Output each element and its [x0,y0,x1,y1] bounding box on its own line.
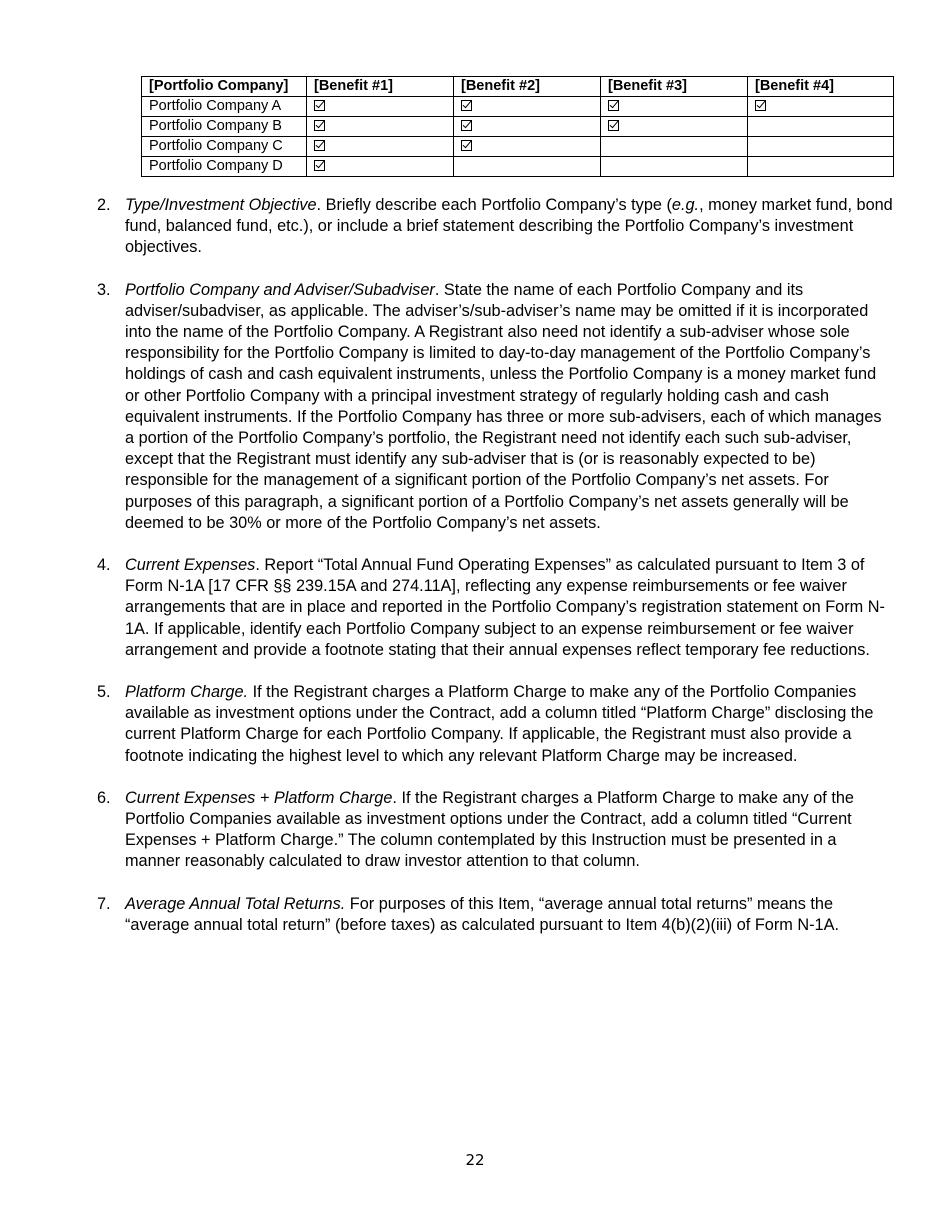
checkbox-checked-icon [608,100,619,111]
benefit-cell [454,157,601,177]
eg-abbreviation: e.g. [671,196,700,214]
header-portfolio-company: [Portfolio Company] [142,77,307,97]
table-row [142,157,894,177]
instruction-number: 3. [97,280,111,299]
portfolio-company-name: Portfolio Company C [142,137,307,157]
instruction-text: If the Registrant charges a Platform Charge to make any of the Portfolio Companies available as investment options under the Contract, add a column titled “Platform Charge” disclosing the current Platform Charge for each Portfolio Company. If applicable, the Registrant must also provide a footnote indicating the highest level to which any relevant Platform Charge may be increased. [125,683,874,765]
benefit-cell [748,157,894,177]
instruction-item [0,555,895,661]
instruction-heading: Portfolio Company and Adviser/Subadviser [125,280,435,299]
instruction-heading: Type/Investment Objective [125,196,317,214]
instruction-text: . If the Registrant charges a Platform Charge to make any of the Portfolio Companies available as investment options under the Contract, add a column titled “Current Expenses + Platform Charge.” The column contemplated by this Instruction must be presented in a manner reasonably calculated to draw investor attention to that column. [125,788,854,871]
header-benefit-1: [Benefit #1] [307,77,454,97]
table-row [142,97,894,117]
checkbox-checked-icon [461,100,472,111]
benefit-cell [601,97,748,117]
instruction-number: 6. [97,788,111,807]
checkbox-checked-icon [755,100,766,111]
benefit-cell [307,137,454,157]
instruction-text: . Report “Total Annual Fund Operating Expenses” as calculated pursuant to Item 3 of Form N-1A [17 CFR §§ 239.15A and 274.11A], reflecting any expense reimbursements or fee waiver arrangements that are in place and reported in the Portfolio Company’s registration statement on Form N-1A. If applicable, identify each Portfolio Company subject to an expense reimbursement or fee waiver arrangement and provide a footnote stating that their annual expenses reflect temporary fee reductions. [125,556,885,659]
instruction-item [0,280,895,534]
benefit-cell [748,117,894,137]
instruction-item [0,682,895,767]
instruction-number: 4. [97,556,111,575]
instruction-heading: Current Expenses + Platform Charge [125,788,393,807]
instruction-heading: Current Expenses [125,556,256,575]
benefits-table [141,76,894,177]
instruction-item [0,195,895,259]
instruction-text: . Briefly describe each Portfolio Company’s type ( [316,196,672,214]
checkbox-checked-icon [314,120,325,131]
benefit-cell [748,97,894,117]
instruction-heading: Average Annual Total Returns. [125,894,346,913]
benefit-cell [454,97,601,117]
table-row [142,117,894,137]
benefit-cell [307,117,454,137]
checkbox-checked-icon [314,100,325,111]
portfolio-company-name: Portfolio Company B [142,117,307,137]
benefit-cell [454,117,601,137]
instruction-number: 2. [97,196,111,214]
instruction-number: 7. [97,894,111,913]
benefit-cell [307,157,454,177]
portfolio-company-name: Portfolio Company D [142,157,307,177]
table-header-row [142,77,894,97]
checkbox-checked-icon [461,140,472,151]
header-benefit-3: [Benefit #3] [601,77,748,97]
instruction-list [0,195,950,957]
benefit-cell [307,97,454,117]
page-number: 22 [465,1151,485,1169]
instruction-text: . State the name of each Portfolio Company and its adviser/subadviser, as applicable. The adviser’s/sub-adviser’s name may be omitted if it is incorporated into the name of the Portfolio Company. A Registrant also need not identify a sub-adviser whose sole responsibility for the Portfolio Company is limited to day-to-day management of the Portfolio Company’s holdings of cash and cash equivalent instruments, unless the Portfolio Company is a money market fund or other Portfolio Company with a principal investment strategy of regularly holding cash and cash equivalent instruments. If the Portfolio Company has three or more sub-advisers, each of which manages a portion of the Portfolio Company’s portfolio, the Registrant need not identify each such sub-adviser, except that the Registrant must identify any sub-adviser that is (or is reasonably expected to be) responsible for the management of a significant portion of the Portfolio Company’s net assets. For purposes of this paragraph, a significant portion of a Portfolio Company’s net assets generally will be deemed to be 30% or more of the Portfolio Company’s net assets. [125,280,882,532]
checkbox-checked-icon [314,160,325,171]
instruction-heading: Platform Charge. [125,683,249,702]
portfolio-company-name: Portfolio Company A [142,97,307,117]
checkbox-checked-icon [314,140,325,151]
table-row [142,137,894,157]
instruction-text: , money market fund, bond fund, balanced fund, etc.), or include a brief statement describing the Portfolio Company’s investment objectives. [125,196,893,257]
instruction-text: For purposes of this Item, “average annual total returns” means the “average annual total return” (before taxes) as calculated pursuant to Item 4(b)(2)(iii) of Form N-1A. [125,894,839,934]
benefit-cell [454,137,601,157]
checkbox-checked-icon [461,120,472,131]
header-benefit-2: [Benefit #2] [454,77,601,97]
header-benefit-4: [Benefit #4] [748,77,894,97]
instruction-item [0,788,895,873]
instruction-item [0,894,895,936]
benefit-cell [601,137,748,157]
benefit-cell [748,137,894,157]
benefit-cell [601,117,748,137]
benefit-cell [601,157,748,177]
checkbox-checked-icon [608,120,619,131]
instruction-number: 5. [97,683,111,702]
